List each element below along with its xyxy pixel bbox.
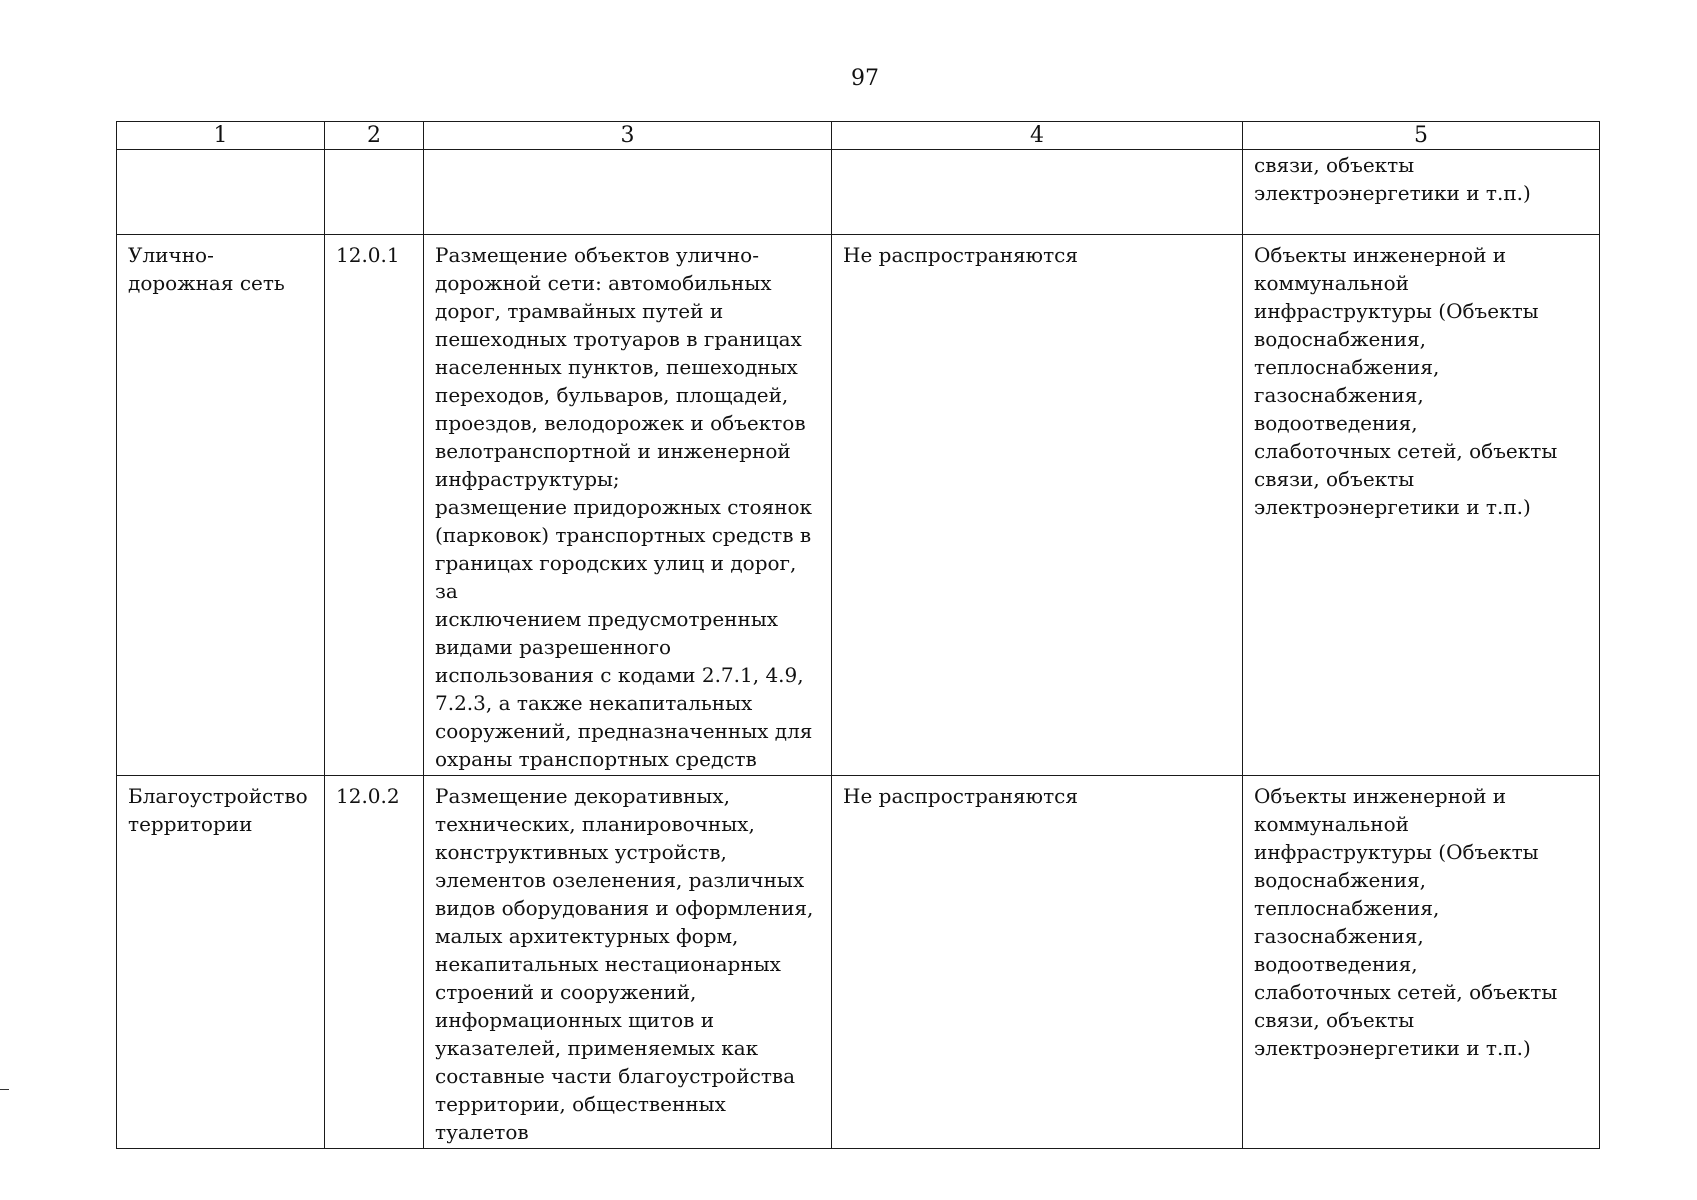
table-row-continuation — [117, 150, 1600, 235]
column-header-2: 2 — [325, 122, 424, 150]
cell-allowed-objects: Объекты инженерной и коммунальной инфраструктуры (Объекты водоснабжения, теплоснабжения, газоснабжения, водоотведения, слаботочных сетей, объекты связи, объекты электроэнергетики и т.п.) — [1243, 235, 1600, 776]
cell-description: Размещение объектов улично- дорожной сети: автомобильных дорог, трамвайных путей и пешеходных тротуаров в границах населенных пунктов, пешеходных переходов, бульваров, площадей, проездов, велодорожек и объектов велотранспортной и инженерной инфраструктуры; размещение придорожных стоянок (парковок) транспортных средств в границах городских улиц и дорог, за исключением предусмотренных видами разрешенного использования с кодами 2.7.1, 4.9, 7.2.3, а также некапитальных сооружений, предназначенных для охраны транспортных средств — [424, 235, 832, 776]
cell-name — [117, 150, 325, 235]
cell-allowed-objects: Объекты инженерной и коммунальной инфраструктуры (Объекты водоснабжения, теплоснабжения, газоснабжения, водоотведения, слаботочных сетей, объекты связи, объекты электроэнергетики и т.п.) — [1243, 776, 1600, 1149]
land-use-table — [116, 121, 1600, 1149]
cell-parameters: Не распространяются — [832, 776, 1243, 1149]
cell-description — [424, 150, 832, 235]
table-row-street-network — [117, 235, 1600, 776]
scan-edge-mark — [0, 1089, 9, 1090]
cell-code — [325, 150, 424, 235]
page-number: 97 — [851, 66, 879, 91]
cell-code: 12.0.1 — [325, 235, 424, 776]
cell-description: Размещение декоративных, технических, планировочных, конструктивных устройств, элементов озеленения, различных видов оборудования и оформления, малых архитектурных форм, некапитальных нестационарных строений и сооружений, информационных щитов и указателей, применяемых как составные части благоустройства территории, общественных туалетов — [424, 776, 832, 1149]
table-header-row — [117, 122, 1600, 150]
cell-parameters: Не распространяются — [832, 235, 1243, 776]
cell-parameters — [832, 150, 1243, 235]
column-header-5: 5 — [1243, 122, 1600, 150]
table-row-landscaping — [117, 776, 1600, 1149]
column-header-3: 3 — [424, 122, 832, 150]
column-header-1: 1 — [117, 122, 325, 150]
column-header-4: 4 — [832, 122, 1243, 150]
cell-name: Улично- дорожная сеть — [117, 235, 325, 776]
cell-allowed-objects: связи, объекты электроэнергетики и т.п.) — [1243, 150, 1600, 235]
cell-code: 12.0.2 — [325, 776, 424, 1149]
cell-name: Благоустройство территории — [117, 776, 325, 1149]
